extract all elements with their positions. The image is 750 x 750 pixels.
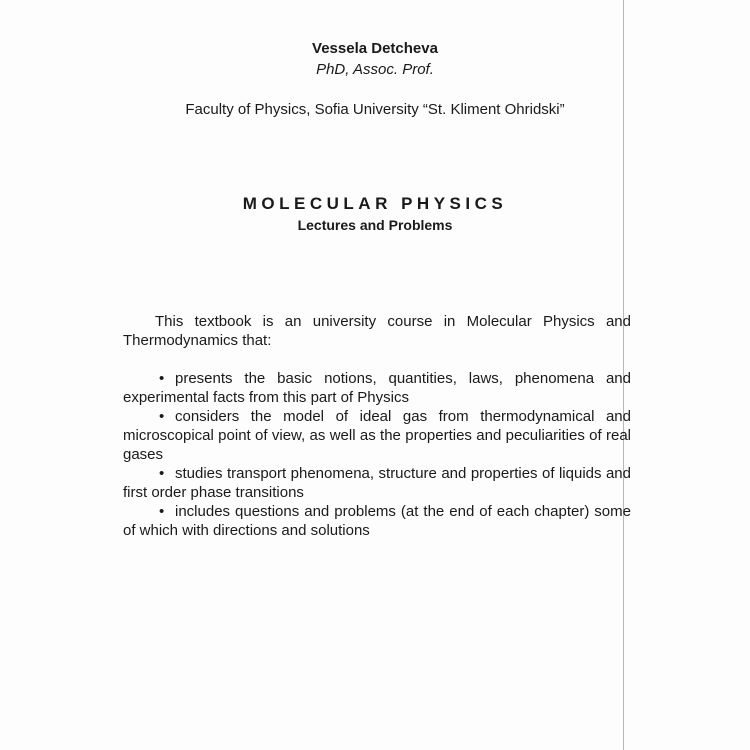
list-item xyxy=(123,407,631,464)
bullet-list xyxy=(123,369,631,540)
author-title: PhD, Assoc. Prof. xyxy=(316,61,434,78)
bullet-marker: • xyxy=(159,408,165,425)
author-name: Vessela Detcheva xyxy=(312,40,438,57)
bullet-marker: • xyxy=(159,503,165,520)
bullet-marker: • xyxy=(159,465,165,482)
list-item xyxy=(123,464,631,502)
bullet-text: includes questions and problems (at the end of each chapter) some of which with directions and solutions xyxy=(123,503,631,539)
list-item xyxy=(123,502,631,540)
bullet-marker: • xyxy=(159,370,165,387)
bullet-text: studies transport phenomena, structure and properties of liquids and first order phase transitions xyxy=(123,465,631,501)
book-subtitle: Lectures and Problems xyxy=(297,217,453,233)
affiliation: Faculty of Physics, Sofia University “St. Kliment Ohridski” xyxy=(185,101,565,118)
book-title: MOLECULAR PHYSICS xyxy=(242,194,508,213)
bullet-text: considers the model of ideal gas from thermodynamical and microscopical point of view, as well as the properties and peculiarities of real gases xyxy=(123,408,631,463)
intro-paragraph: This textbook is an university course in Molecular Physics and Thermodynamics that: xyxy=(123,313,631,349)
bullet-text: presents the basic notions, quantities, laws, phenomena and experimental facts from this part of Physics xyxy=(123,370,631,406)
list-item xyxy=(123,369,631,407)
